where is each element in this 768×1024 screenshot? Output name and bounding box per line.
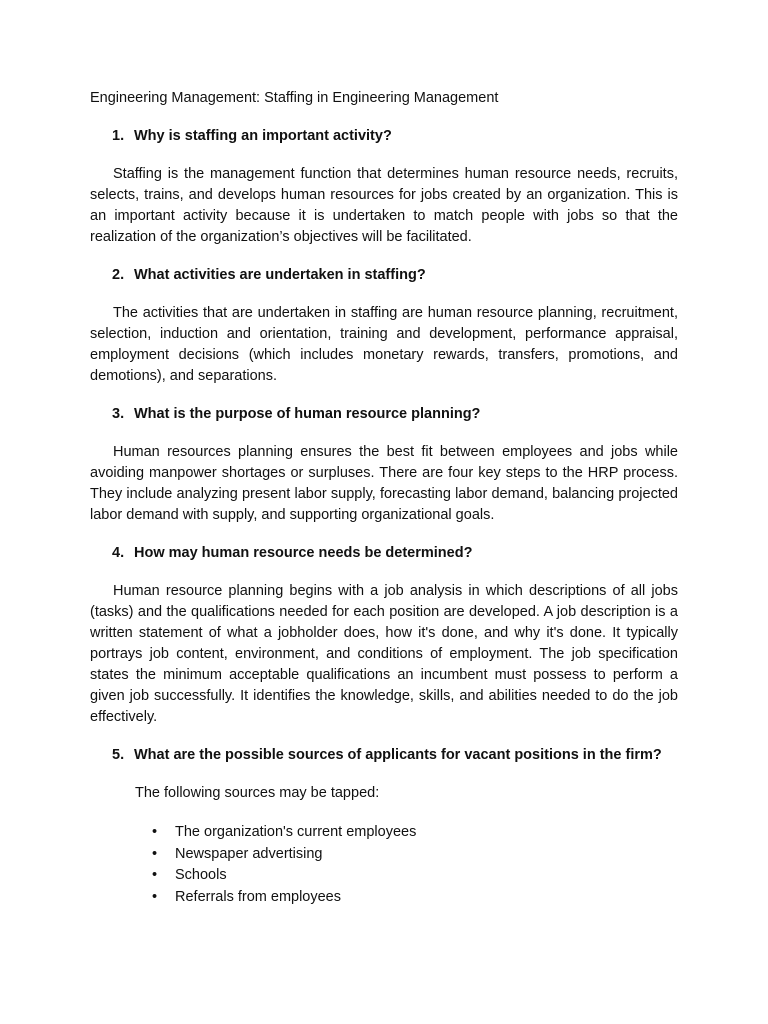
bullet-icon: •	[152, 867, 158, 883]
list-item-text: The organization's current employees	[175, 824, 417, 840]
list-item	[152, 887, 678, 909]
list-item	[152, 844, 678, 866]
question-2	[90, 265, 678, 286]
document-page	[90, 88, 678, 908]
question-text: Why is staffing an important activity?	[134, 128, 392, 144]
document-title: Engineering Management: Staffing in Engineering Management	[90, 90, 499, 106]
answer-2: The activities that are undertaken in staffing are human resource planning, recruitment, selection, induction and orientation, training and development, performance appraisal, employment decisions (which includes monetary rewards, transfers, promotions, and demotions), and separations.	[90, 305, 678, 384]
question-text: What is the purpose of human resource planning?	[134, 406, 481, 422]
question-5	[90, 745, 678, 766]
question-number: 5.	[112, 747, 125, 763]
question-number: 2.	[112, 267, 125, 283]
question-text: What are the possible sources of applicants for vacant positions in the firm?	[134, 747, 662, 763]
answer-4: Human resource planning begins with a job analysis in which descriptions of all jobs (tasks) and the qualifications needed for each position are developed. A job description is a written statement of what a jobholder does, how it's done, and why it's done. It typically portrays job content, environment, and conditions of employment. The job specification states the minimum acceptable qualifications an incumbent must possess to perform a given job successfully. It identifies the knowledge, skills, and abilities needed to do the job effectively.	[90, 583, 678, 725]
answer-5: The following sources may be tapped:	[135, 785, 380, 801]
question-text: What activities are undertaken in staffing?	[134, 267, 426, 283]
bullet-icon: •	[152, 824, 158, 840]
list-item-text: Newspaper advertising	[175, 845, 323, 862]
answer-3: Human resources planning ensures the best fit between employees and jobs while avoiding manpower shortages or surpluses. There are four key steps to the HRP process. They include analyzing present labor supply, forecasting labor demand, balancing projected labor demand with supply, and supporting organizational goals.	[90, 444, 678, 523]
bullet-icon: •	[152, 888, 158, 905]
list-item	[152, 822, 678, 844]
list-item-text: Referrals from employees	[175, 888, 341, 905]
bullet-icon: •	[152, 845, 158, 862]
question-number: 4.	[112, 545, 125, 561]
question-number: 1.	[112, 128, 125, 144]
question-1	[90, 126, 678, 147]
question-4	[90, 543, 678, 564]
list-item-text: Schools	[175, 867, 227, 883]
answer-1: Staffing is the management function that determines human resource needs, recruits, selects, trains, and develops human resources for jobs created by an organization. This is an important activity because it is undertaken to match people with jobs so that the realization of the organization’s objectives will be facilitated.	[90, 166, 678, 245]
list-item	[152, 865, 678, 887]
sources-list	[90, 822, 678, 908]
question-text: How may human resource needs be determined?	[134, 545, 473, 561]
question-3	[90, 404, 678, 425]
question-number: 3.	[112, 406, 125, 422]
